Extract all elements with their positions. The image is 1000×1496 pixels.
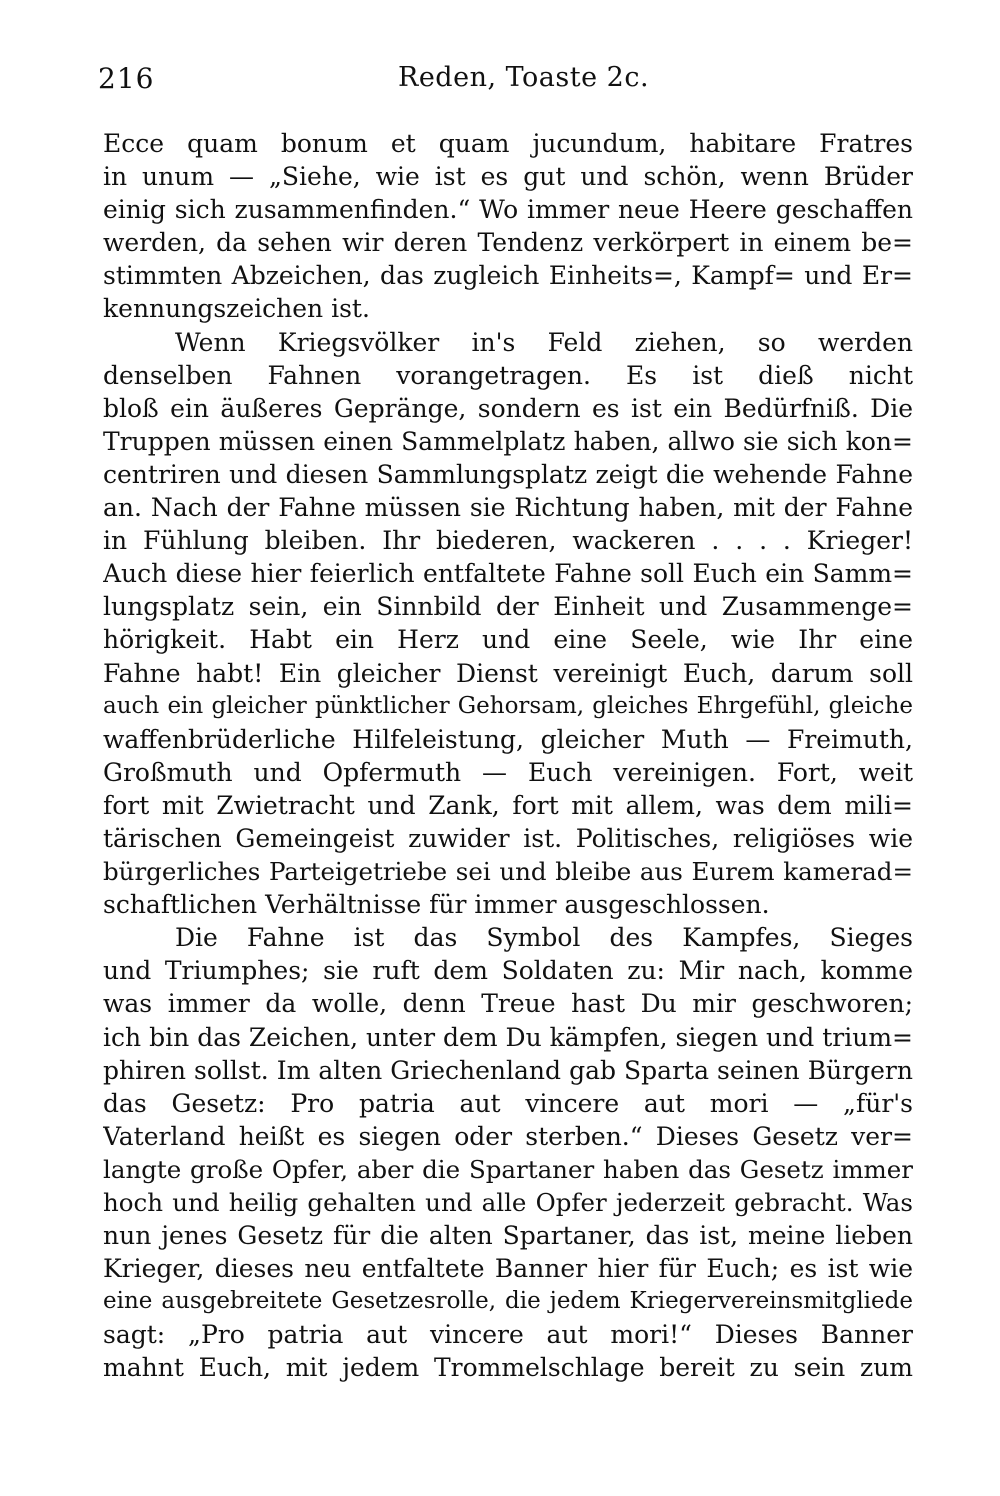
text-line: schaftlichen Verhältnisse für immer ausgeschlossen.	[103, 890, 770, 920]
text-line: hörigkeit. Habt ein Herz und eine Seele, wie Ihr eine	[103, 625, 913, 655]
text-line: Auch diese hier feierlich entfaltete Fahne soll Euch ein Samm=	[103, 559, 913, 589]
text-line: was immer da wolle, denn Treue hast Du mir geschworen;	[103, 989, 913, 1019]
text-line: Krieger, dieses neu entfaltete Banner hier für Euch; es ist wie	[103, 1254, 913, 1284]
text-line: das Gesetz: Pro patria aut vincere aut mori — „für's	[103, 1088, 913, 1118]
text-line: waffenbrüderliche Hilfeleistung, gleicher Muth — Freimuth,	[103, 724, 913, 754]
text-line: nun jenes Gesetz für die alten Spartaner, das ist, meine lieben	[103, 1221, 913, 1251]
text-line: und Triumphes; sie ruft dem Soldaten zu: Mir nach, komme	[103, 956, 913, 986]
page-number: 216	[98, 62, 155, 95]
text-line: langte große Opfer, aber die Spartaner haben das Gesetz immer	[103, 1154, 913, 1184]
text-line: auch ein gleicher pünktlicher Gehorsam, gleiches Ehrgefühl, gleiche	[103, 692, 913, 719]
text-line: mahnt Euch, mit jedem Trommelschlage bereit zu sein zum	[103, 1353, 913, 1383]
text-line: Wenn Kriegsvölker in's Feld ziehen, so werden	[175, 327, 913, 357]
text-line: stimmten Abzeichen, das zugleich Einheits=, Kampf= und Er=	[103, 261, 913, 291]
text-line: sagt: „Pro patria aut vincere aut mori!“ Dieses Banner	[103, 1320, 913, 1350]
text-line: Vaterland heißt es siegen oder sterben.“ Dieses Gesetz ver=	[103, 1121, 913, 1151]
text-line: in unum — „Siehe, wie ist es gut und schön, wenn Brüder	[103, 162, 913, 192]
text-line: fort mit Zwietracht und Zank, fort mit allem, was dem mili=	[103, 790, 913, 820]
text-line: denselben Fahnen vorangetragen. Es ist dieß nicht	[103, 360, 913, 390]
text-line: Truppen müssen einen Sammelplatz haben, allwo sie sich kon=	[103, 426, 913, 456]
text-line: tärischen Gemeingeist zuwider ist. Politisches, religiöses wie	[103, 823, 913, 853]
text-line: an. Nach der Fahne müssen sie Richtung haben, mit der Fahne	[103, 493, 913, 523]
text-line: ich bin das Zeichen, unter dem Du kämpfen, siegen und trium=	[103, 1022, 913, 1052]
text-line: Fahne habt! Ein gleicher Dienst vereinigt Euch, darum soll	[103, 658, 913, 688]
text-line: kennungszeichen ist.	[103, 294, 370, 324]
body-text	[103, 127, 913, 1385]
text-line: einig sich zusammenfinden.“ Wo immer neue Heere geschaffen	[103, 195, 913, 225]
text-line: werden, da sehen wir deren Tendenz verkörpert in einem be=	[103, 228, 913, 258]
text-line: phiren sollst. Im alten Griechenland gab Sparta seinen Bürgern	[103, 1055, 913, 1085]
text-line: in Fühlung bleiben. Ihr biederen, wackeren . . . . Krieger!	[103, 526, 913, 556]
text-line: centriren und diesen Sammlungsplatz zeigt die wehende Fahne	[103, 459, 913, 489]
text-line: bürgerliches Parteigetriebe sei und bleibe aus Eurem kamerad=	[103, 857, 913, 887]
text-line: bloß ein äußeres Gepränge, sondern es ist ein Bedürfniß. Die	[103, 393, 913, 423]
text-line: Ecce quam bonum et quam jucundum, habitare Fratres	[103, 129, 913, 158]
text-line: lungsplatz sein, ein Sinnbild der Einheit und Zusammenge=	[103, 592, 913, 622]
text-line: Die Fahne ist das Symbol des Kampfes, Sieges	[175, 923, 913, 953]
text-line: eine ausgebreitete Gesetzesrolle, die jedem Kriegervereinsmitgliede	[103, 1288, 913, 1315]
running-head: Reden, Toaste 2c.	[398, 62, 650, 93]
text-line: Großmuth und Opfermuth — Euch vereinigen. Fort, weit	[103, 757, 913, 787]
text-line: hoch und heilig gehalten und alle Opfer jederzeit gebracht. Was	[103, 1188, 913, 1217]
